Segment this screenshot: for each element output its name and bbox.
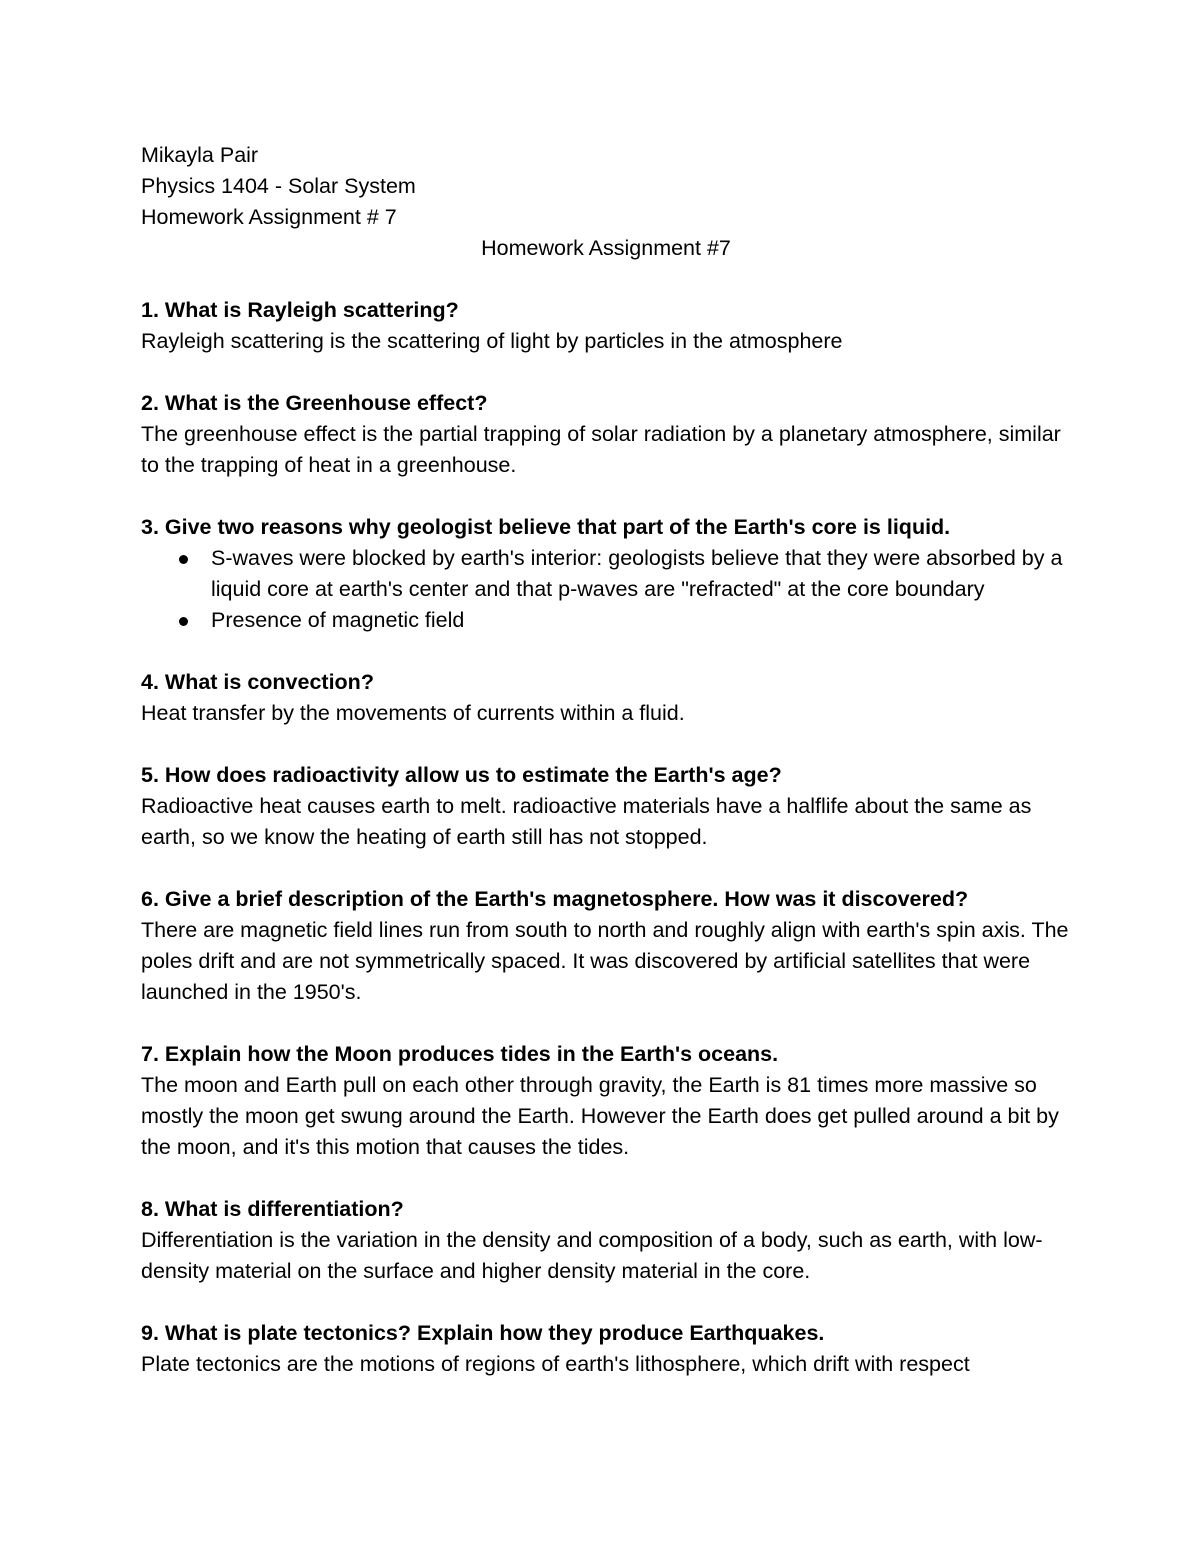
answer-text: Heat transfer by the movements of currents within a fluid. [141,701,685,725]
question-block [141,295,1071,357]
question-block [141,884,1071,1008]
assignment-label: Homework Assignment # 7 [141,205,397,229]
question-block [141,667,1071,729]
question-text: 3. Give two reasons why geologist believe that part of the Earth's core is liquid. [141,515,951,539]
answer-text: The moon and Earth pull on each other through gravity, the Earth is 81 times more massive so mostly the moon get swung around the Earth. However the Earth does get pulled around a bit by the moon, and it's this motion that causes the tides. [141,1073,1059,1159]
question-block [141,1318,1071,1380]
bullet-icon [179,617,188,626]
answer-bullet-list [141,543,1071,636]
question-text: 1. What is Rayleigh scattering? [141,298,459,322]
bullet-icon [179,555,188,564]
question-text: 9. What is plate tectonics? Explain how they produce Earthquakes. [141,1321,825,1345]
answer-text: Differentiation is the variation in the density and composition of a body, such as earth, with low-density material on the surface and higher density material in the core. [141,1228,1043,1283]
course-name: Physics 1404 - Solar System [141,174,416,198]
question-block [141,760,1071,853]
document-content [141,140,1071,1411]
question-block [141,512,1071,636]
question-text: 5. How does radioactivity allow us to estimate the Earth's age? [141,763,782,787]
answer-text: Plate tectonics are the motions of regions of earth's lithosphere, which drift with respect [141,1352,970,1376]
question-text: 6. Give a brief description of the Earth's magnetosphere. How was it discovered? [141,887,969,911]
answer-text: Radioactive heat causes earth to melt. radioactive materials have a halflife about the same as earth, so we know the heating of earth still has not stopped. [141,794,1032,849]
question-text: 4. What is convection? [141,670,374,694]
answer-text: Rayleigh scattering is the scattering of light by particles in the atmosphere [141,329,843,353]
question-text: 8. What is differentiation? [141,1197,404,1221]
document-title: Homework Assignment #7 [481,236,731,260]
answer-text: There are magnetic field lines run from south to north and roughly align with earth's spin axis. The poles drift and are not symmetrically spaced. It was discovered by artificial satellites that were launched in the 1950's. [141,918,1069,1004]
author-name: Mikayla Pair [141,143,259,167]
question-text: 7. Explain how the Moon produces tides in the Earth's oceans. [141,1042,779,1066]
bullet-text: Presence of magnetic field [211,608,465,632]
question-block [141,1194,1071,1287]
question-block [141,1039,1071,1163]
answer-text: The greenhouse effect is the partial trapping of solar radiation by a planetary atmosphere, similar to the trapping of heat in a greenhouse. [141,422,1061,477]
bullet-item [141,605,1071,636]
bullet-item [141,543,1071,605]
question-block [141,388,1071,481]
question-text: 2. What is the Greenhouse effect? [141,391,488,415]
bullet-text: S-waves were blocked by earth's interior: geologists believe that they were absorbed by a liquid core at earth's center and that p-waves are "refracted" at the core boundary [211,546,1063,601]
